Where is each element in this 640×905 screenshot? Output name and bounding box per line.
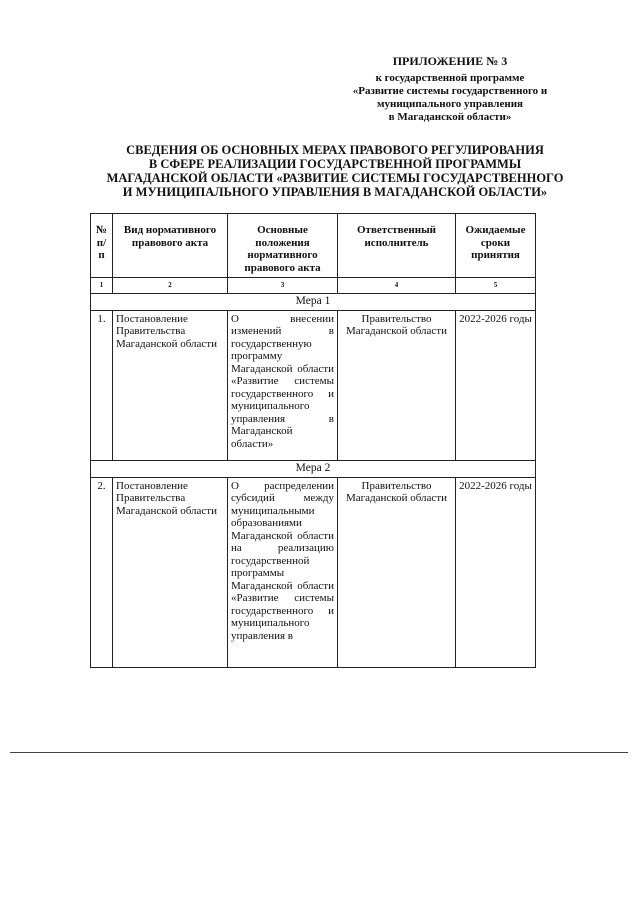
- column-number: 1: [91, 278, 113, 294]
- act-type: Постановление Правительства Магаданской области: [113, 310, 228, 460]
- column-number: 3: [228, 278, 338, 294]
- column-number: 4: [338, 278, 456, 294]
- header-provisions: Основные положения нормативного правового акта: [228, 214, 338, 278]
- title-line: МАГАДАНСКОЙ ОБЛАСТИ «РАЗВИТИЕ СИСТЕМЫ ГОСУДАРСТВЕННОГО: [106, 171, 564, 185]
- column-number: 2: [113, 278, 228, 294]
- header-executor: Ответственный исполнитель: [338, 214, 456, 278]
- row-number: 2.: [91, 477, 113, 667]
- term: 2022-2026 годы: [456, 310, 536, 460]
- appendix-line: «Развитие системы государственного и: [352, 85, 548, 97]
- table-row: [91, 310, 536, 460]
- page-divider: [10, 752, 628, 753]
- executor: Правительство Магаданской области: [338, 477, 456, 667]
- measure-label: Мера 1: [91, 293, 536, 310]
- term: 2022-2026 годы: [456, 477, 536, 667]
- column-number: 5: [456, 278, 536, 294]
- header-act-type: Вид нормативного правового акта: [113, 214, 228, 278]
- header-number: № п/п: [91, 214, 113, 278]
- appendix-line: в Магаданской области»: [388, 111, 512, 123]
- title-line: В СФЕРЕ РЕАЛИЗАЦИИ ГОСУДАРСТВЕННОЙ ПРОГРАММЫ: [148, 157, 522, 171]
- row-number: 1.: [91, 310, 113, 460]
- title-line: СВЕДЕНИЯ ОБ ОСНОВНЫХ МЕРАХ ПРАВОВОГО РЕГУЛИРОВАНИЯ: [126, 143, 544, 157]
- table-row: [91, 477, 536, 667]
- act-type: Постановление Правительства Магаданской области: [113, 477, 228, 667]
- legal-measures-table: [90, 213, 536, 668]
- document-title: [95, 143, 575, 199]
- provisions: О внесении изменений в государственную программу Магаданской области «Развитие системы государственного и муниципального управления в Магаданской области»: [228, 310, 338, 460]
- header-term: Ожидаемые сроки принятия: [456, 214, 536, 278]
- column-number-row: [91, 278, 536, 294]
- appendix-block: [330, 55, 570, 124]
- table-header-row: [91, 214, 536, 278]
- appendix-line: муниципального управления: [376, 98, 523, 110]
- appendix-line: к государственной программе: [375, 72, 525, 84]
- measure-row: [91, 460, 536, 477]
- executor: Правительство Магаданской области: [338, 310, 456, 460]
- provisions: О распределении субсидий между муниципальными образованиями Магаданской области на реализацию государственной программы Магаданской области «Развитие системы государственного и муниципального управления в: [228, 477, 338, 667]
- title-line: И МУНИЦИПАЛЬНОГО УПРАВЛЕНИЯ В МАГАДАНСКОЙ ОБЛАСТИ»: [122, 185, 548, 199]
- measure-row: [91, 293, 536, 310]
- measure-label: Мера 2: [91, 460, 536, 477]
- appendix-heading: ПРИЛОЖЕНИЕ № 3: [392, 54, 508, 68]
